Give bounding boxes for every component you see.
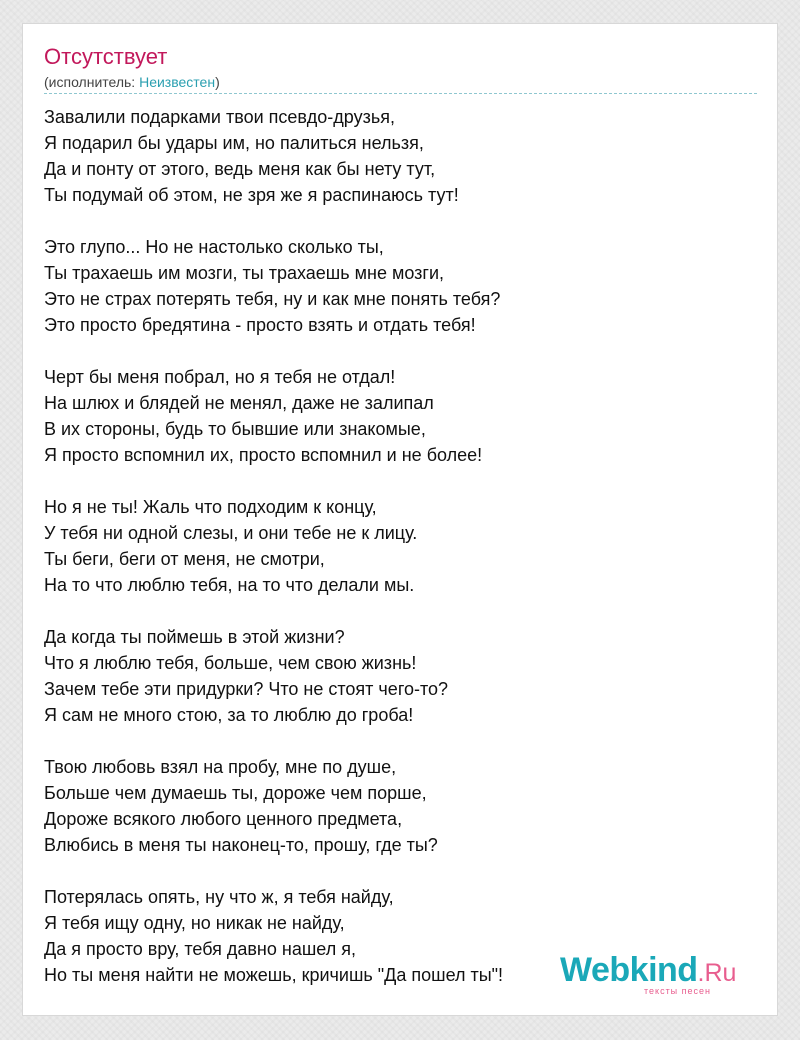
lyric-line: Влюбись в меня ты наконец-то, прошу, где ты?	[44, 835, 438, 855]
lyric-line: На то что люблю тебя, на то что делали мы.	[44, 575, 415, 595]
logo-main-text: Webkind	[560, 951, 698, 989]
lyric-line: Я тебя ищу одну, но никак не найду,	[44, 913, 345, 933]
lyrics-stanza	[44, 364, 759, 468]
artist-prefix: (исполнитель:	[44, 74, 140, 90]
artist-line	[44, 73, 220, 91]
lyric-line: У тебя ни одной слезы, и они тебе не к лицу.	[44, 523, 418, 543]
song-title: Отсутствует	[44, 44, 168, 69]
logo-suffix: .Ru	[697, 959, 737, 987]
lyric-line: Ты беги, беги от меня, не смотри,	[44, 549, 325, 569]
lyrics-stanza	[44, 494, 759, 598]
lyric-line: Зачем тебе эти придурки? Что не стоят чего-то?	[44, 679, 449, 699]
lyrics-stanza	[44, 624, 759, 728]
lyric-line: Черт бы меня побрал, но я тебя не отдал!	[44, 367, 396, 387]
lyric-line: Больше чем думаешь ты, дороже чем порше,	[44, 783, 427, 803]
lyric-line: На шлюх и блядей не менял, даже не залипал	[44, 393, 434, 413]
lyrics-card	[22, 23, 778, 1016]
lyrics-stanza	[44, 234, 759, 338]
lyric-line: Твою любовь взял на пробу, мне по душе,	[44, 757, 397, 777]
lyric-line: Ты подумай об этом, не зря же я распинаюсь тут!	[44, 185, 459, 205]
lyric-line: Но ты меня найти не можешь, кричишь "Да пошел ты"!	[44, 965, 504, 985]
lyric-line: Да и понту от этого, ведь меня как бы нету тут,	[44, 159, 436, 179]
lyric-line: Но я не ты! Жаль что подходим к концу,	[44, 497, 377, 517]
lyric-line: Это глупо... Но не настолько сколько ты,	[44, 237, 384, 257]
lyric-line: Я подарил бы удары им, но палиться нельзя,	[44, 133, 424, 153]
lyric-line: Что я люблю тебя, больше, чем свою жизнь!	[44, 653, 417, 673]
lyric-line: Завалили подарками твои псевдо-друзья,	[44, 107, 395, 127]
lyric-line: Да когда ты поймешь в этой жизни?	[44, 627, 345, 647]
lyric-line: Ты трахаешь им мозги, ты трахаешь мне мозги,	[44, 263, 445, 283]
lyric-line: В их стороны, будь то бывшие или знакомые,	[44, 419, 426, 439]
lyrics-stanza	[44, 754, 759, 858]
lyric-line: Это просто бредятина - просто взять и отдать тебя!	[44, 315, 476, 335]
lyric-line: Потерялась опять, ну что ж, я тебя найду,	[44, 887, 394, 907]
artist-suffix: )	[215, 74, 220, 90]
lyric-line: Дороже всякого любого ценного предмета,	[44, 809, 403, 829]
logo-tagline: тексты песен	[644, 986, 712, 996]
lyric-line: Я сам не много стою, за то люблю до гроба!	[44, 705, 414, 725]
lyrics-body	[44, 104, 759, 1014]
lyric-line: Да я просто вру, тебя давно нашел я,	[44, 939, 356, 959]
title-divider	[44, 93, 757, 94]
lyric-line: Я просто вспомнил их, просто вспомнил и не более!	[44, 445, 483, 465]
webkind-logo[interactable]	[560, 950, 760, 1000]
artist-link[interactable]: Неизвестен	[139, 74, 216, 90]
lyric-line: Это не страх потерять тебя, ну и как мне понять тебя?	[44, 289, 501, 309]
lyrics-stanza	[44, 104, 759, 208]
